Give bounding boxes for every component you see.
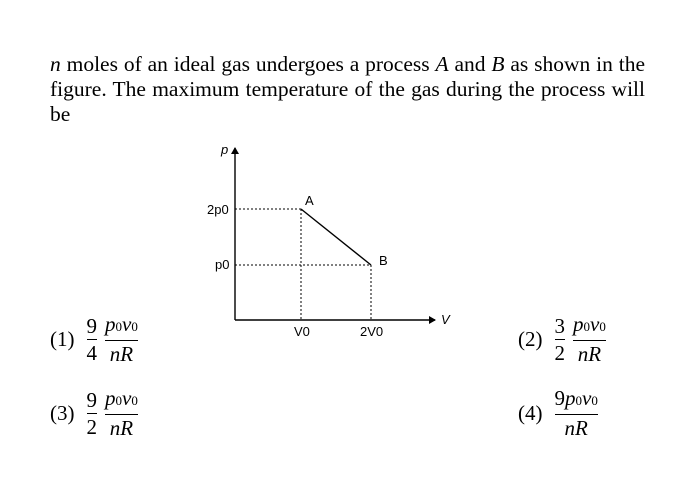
option-1-number: (1): [50, 326, 75, 351]
y-axis-label: p: [221, 142, 229, 157]
y-tick-2p0: 2p0: [207, 202, 229, 217]
question-text: [50, 52, 645, 127]
question-part1: moles of an ideal gas undergoes a process: [60, 52, 436, 76]
n-symbol: n: [50, 52, 61, 76]
option-1-coefficient: $\frac{9}{4}$: [86, 313, 97, 365]
option-3-number: (3): [50, 400, 75, 425]
option-4-expression: 9 p 0 v 0 nR: [554, 386, 598, 440]
option-2-expression: p 0 v 0 nR: [573, 312, 606, 366]
option-4-number: (4): [518, 400, 543, 425]
point-a-label: A: [305, 193, 314, 208]
option-1-expression: p 0 v 0 nR: [105, 312, 138, 366]
y-tick-p0: p0: [215, 257, 230, 272]
option-3-expression: p 0 v 0 nR: [105, 386, 138, 440]
option-3[interactable]: [50, 386, 138, 440]
option-1[interactable]: [50, 312, 138, 366]
process-line-ab: [301, 209, 371, 265]
pv-diagram-svg: [195, 138, 465, 348]
option-2-coefficient: $\frac{3}{2}$: [554, 313, 565, 365]
option-4[interactable]: [518, 386, 598, 440]
x-tick-v0: V0: [294, 324, 310, 339]
process-b-symbol: B: [491, 52, 505, 76]
option-3-coefficient: $\frac{9}{2}$: [86, 387, 97, 439]
pv-diagram: [195, 138, 465, 348]
question-part2: and: [448, 52, 492, 76]
option-2[interactable]: [518, 312, 606, 366]
option-2-number: (2): [518, 326, 543, 351]
x-tick-2v0: 2V0: [360, 324, 384, 339]
x-axis-label: V: [441, 312, 450, 327]
process-a-symbol: A: [435, 52, 449, 76]
question-part3: as shown in the figure. The maximum temperature of the gas during the process will be: [50, 52, 646, 126]
point-b-label: B: [379, 253, 388, 268]
